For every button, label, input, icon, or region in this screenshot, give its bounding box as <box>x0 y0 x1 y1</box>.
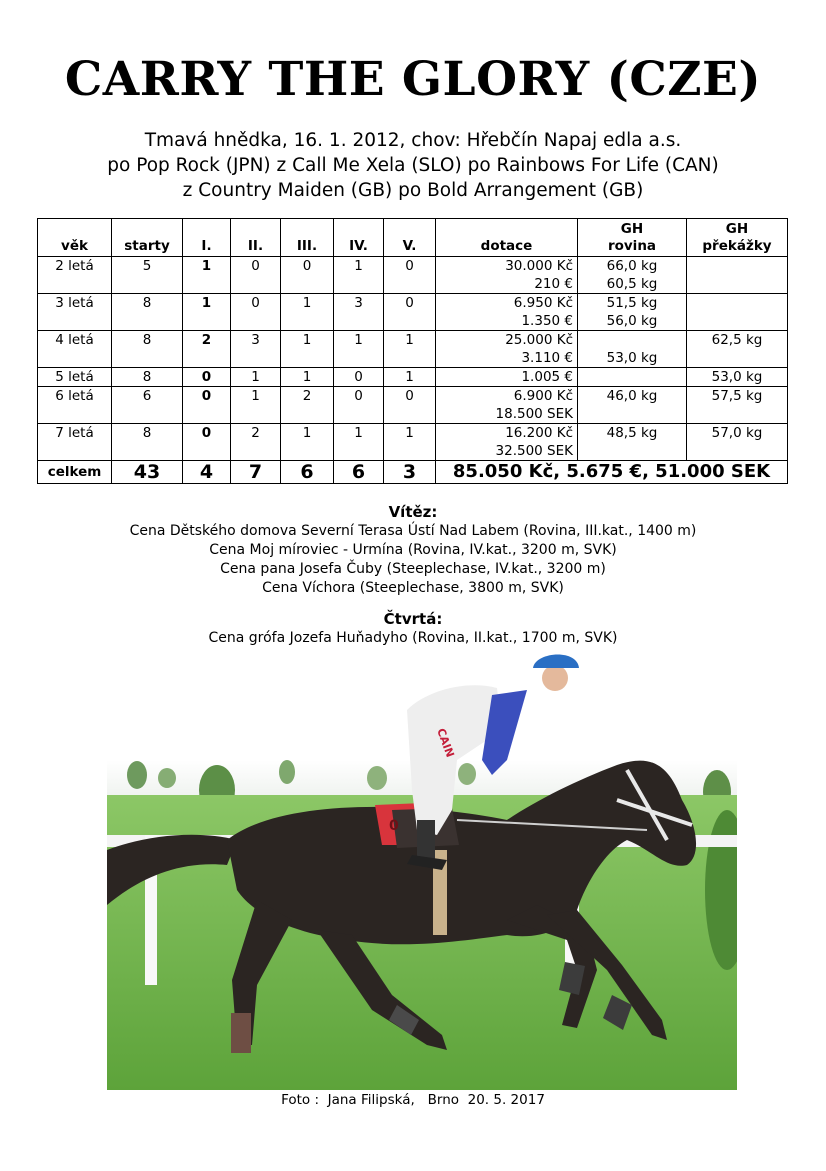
cell-earnings <box>436 424 578 461</box>
winner-heading: Vítěz: <box>388 503 438 521</box>
table-row-6yo <box>38 387 788 424</box>
gh-jump-line1: GH <box>725 221 749 237</box>
table-header-row <box>38 219 788 257</box>
pedigree-line-2: po Pop Rock (JPN) z Call Me Xela (SLO) po Rainbows For Life (CAN) <box>107 155 719 176</box>
cell-first: 1 <box>183 257 231 294</box>
cell-starts: 6 <box>112 387 183 424</box>
cell-fifth: 0 <box>384 387 436 424</box>
cell-gh-flat <box>578 368 687 387</box>
cell-third: 0 <box>281 257 334 294</box>
cell-gh-jump <box>687 387 788 424</box>
pedigree-block <box>0 128 826 203</box>
cell-fifth: 0 <box>384 257 436 294</box>
gh-flat-line1: GH <box>620 221 644 237</box>
cell-first: 1 <box>183 294 231 331</box>
winner-race: Cena Víchora (Steeplechase, 3800 m, SVK) <box>262 580 564 596</box>
col-header-earnings: dotace <box>436 219 578 257</box>
cell-age: 5 letá <box>38 368 112 387</box>
horse-name-title: CARRY THE GLORY (CZE) <box>64 52 762 107</box>
fourth-place-race: Cena grófa Jozefa Huňadyho (Rovina, II.kat., 1700 m, SVK) <box>208 630 618 646</box>
cell-gh-jump <box>687 294 788 331</box>
col-header-gh-flat <box>578 219 687 257</box>
total-third: 6 <box>281 461 334 484</box>
cell-starts: 8 <box>112 294 183 331</box>
gh-jump-line2: překážky <box>702 238 772 254</box>
earnings-line: 32.500 SEK <box>495 443 573 459</box>
cell-fifth: 1 <box>384 368 436 387</box>
cell-second: 1 <box>231 387 281 424</box>
cell-gh-flat <box>578 257 687 294</box>
cell-second: 0 <box>231 257 281 294</box>
gh-value <box>691 257 783 275</box>
col-header-fourth: IV. <box>334 219 384 257</box>
winner-race: Cena pana Josefa Čuby (Steeplechase, IV.kat., 3200 m) <box>220 561 606 577</box>
gh-value <box>691 275 783 293</box>
gh-value <box>582 405 682 423</box>
total-second: 7 <box>231 461 281 484</box>
table-row-3yo <box>38 294 788 331</box>
winner-race: Cena Dětského domova Severní Terasa Ústí Nad Labem (Rovina, III.kat., 1400 m) <box>129 523 697 539</box>
table-row-4yo <box>38 331 788 368</box>
gh-value: 60,5 kg <box>606 276 658 292</box>
pedigree-line-1: Tmavá hnědka, 16. 1. 2012, chov: Hřebčín Napaj edla a.s. <box>144 130 682 151</box>
cell-gh-jump: 53,0 kg <box>687 368 788 387</box>
gh-value: 57,5 kg <box>711 388 763 404</box>
table-row-7yo <box>38 424 788 461</box>
horse-photo <box>107 650 737 1090</box>
gh-value: 48,5 kg <box>606 425 658 441</box>
gh-value <box>582 331 682 349</box>
total-earnings: 85.050 Kč, 5.675 €, 51.000 SEK <box>436 461 788 484</box>
col-header-age: věk <box>38 219 112 257</box>
gh-value <box>691 349 783 367</box>
gh-value: 56,0 kg <box>606 313 658 329</box>
cell-age: 3 letá <box>38 294 112 331</box>
cell-age: 6 letá <box>38 387 112 424</box>
col-header-gh-jump <box>687 219 788 257</box>
cell-second: 3 <box>231 331 281 368</box>
earnings-line: 6.950 Kč <box>513 295 573 311</box>
cell-starts: 5 <box>112 257 183 294</box>
cell-third: 1 <box>281 424 334 461</box>
cell-fifth: 0 <box>384 294 436 331</box>
cell-age: 4 letá <box>38 331 112 368</box>
cell-age: 2 letá <box>38 257 112 294</box>
cell-second: 1 <box>231 368 281 387</box>
gh-value: 46,0 kg <box>606 388 658 404</box>
cell-gh-flat <box>578 387 687 424</box>
cell-third: 2 <box>281 387 334 424</box>
cell-first: 0 <box>183 424 231 461</box>
winner-race: Cena Moj míroviec - Urmína (Rovina, IV.kat., 3200 m, SVK) <box>209 542 617 558</box>
winner-section <box>0 502 826 598</box>
pedigree-line-3: z Country Maiden (GB) po Bold Arrangement (GB) <box>182 180 644 201</box>
cell-third: 1 <box>281 331 334 368</box>
cell-starts: 8 <box>112 331 183 368</box>
cell-starts: 8 <box>112 424 183 461</box>
table-row-2yo <box>38 257 788 294</box>
cell-first: 2 <box>183 331 231 368</box>
total-label: celkem <box>38 461 112 484</box>
cell-earnings: 1.005 € <box>436 368 578 387</box>
cell-fifth: 1 <box>384 424 436 461</box>
gh-value: 51,5 kg <box>606 295 658 311</box>
col-header-first: I. <box>183 219 231 257</box>
fourth-place-section <box>0 609 826 648</box>
photo-credit: Foto : Jana Filipská, Brno 20. 5. 2017 <box>281 1092 545 1108</box>
earnings-line: 25.000 Kč <box>505 332 573 348</box>
cell-gh-jump <box>687 331 788 368</box>
total-first: 4 <box>183 461 231 484</box>
table-row-5yo <box>38 368 788 387</box>
horse-photo-illustration <box>107 650 737 1090</box>
gh-value: 66,0 kg <box>606 258 658 274</box>
cell-fourth: 1 <box>334 257 384 294</box>
gh-value: 57,0 kg <box>711 425 763 441</box>
cell-earnings <box>436 387 578 424</box>
earnings-line: 18.500 SEK <box>495 406 573 422</box>
earnings-line: 210 € <box>534 276 573 292</box>
cell-fourth: 0 <box>334 387 384 424</box>
earnings-line: 30.000 Kč <box>505 258 573 274</box>
race-record-table <box>37 218 788 484</box>
cell-third: 1 <box>281 294 334 331</box>
earnings-line: 16.200 Kč <box>505 425 573 441</box>
saddlecloth-number: 0 <box>389 818 399 834</box>
cell-third: 1 <box>281 368 334 387</box>
gh-value: 62,5 kg <box>711 332 763 348</box>
cell-age: 7 letá <box>38 424 112 461</box>
gh-value: 53,0 kg <box>606 350 658 366</box>
earnings-line: 3.110 € <box>521 350 573 366</box>
cell-earnings <box>436 294 578 331</box>
earnings-line: 1.350 € <box>521 313 573 329</box>
total-starts: 43 <box>112 461 183 484</box>
cell-earnings <box>436 331 578 368</box>
table-total-row <box>38 461 788 484</box>
earnings-line: 6.900 Kč <box>513 388 573 404</box>
cell-second: 0 <box>231 294 281 331</box>
gh-value <box>691 442 783 460</box>
cell-fourth: 3 <box>334 294 384 331</box>
cell-gh-flat <box>578 294 687 331</box>
cell-second: 2 <box>231 424 281 461</box>
gh-flat-line2: rovina <box>607 238 657 254</box>
cell-fourth: 1 <box>334 424 384 461</box>
cell-gh-flat <box>578 424 687 461</box>
cell-first: 0 <box>183 368 231 387</box>
gh-value <box>691 312 783 330</box>
silks-text: CAIN <box>434 726 457 760</box>
gh-value <box>691 405 783 423</box>
cell-first: 0 <box>183 387 231 424</box>
cell-gh-jump <box>687 424 788 461</box>
cell-starts: 8 <box>112 368 183 387</box>
cell-earnings <box>436 257 578 294</box>
cell-fifth: 1 <box>384 331 436 368</box>
total-fifth: 3 <box>384 461 436 484</box>
gh-value <box>691 294 783 312</box>
cell-fourth: 0 <box>334 368 384 387</box>
col-header-starts: starty <box>112 219 183 257</box>
cell-gh-jump <box>687 257 788 294</box>
col-header-third: III. <box>281 219 334 257</box>
cell-gh-flat <box>578 331 687 368</box>
col-header-fifth: V. <box>384 219 436 257</box>
total-fourth: 6 <box>334 461 384 484</box>
cell-fourth: 1 <box>334 331 384 368</box>
col-header-second: II. <box>231 219 281 257</box>
gh-value <box>582 442 682 460</box>
fourth-place-heading: Čtvrtá: <box>383 610 443 628</box>
